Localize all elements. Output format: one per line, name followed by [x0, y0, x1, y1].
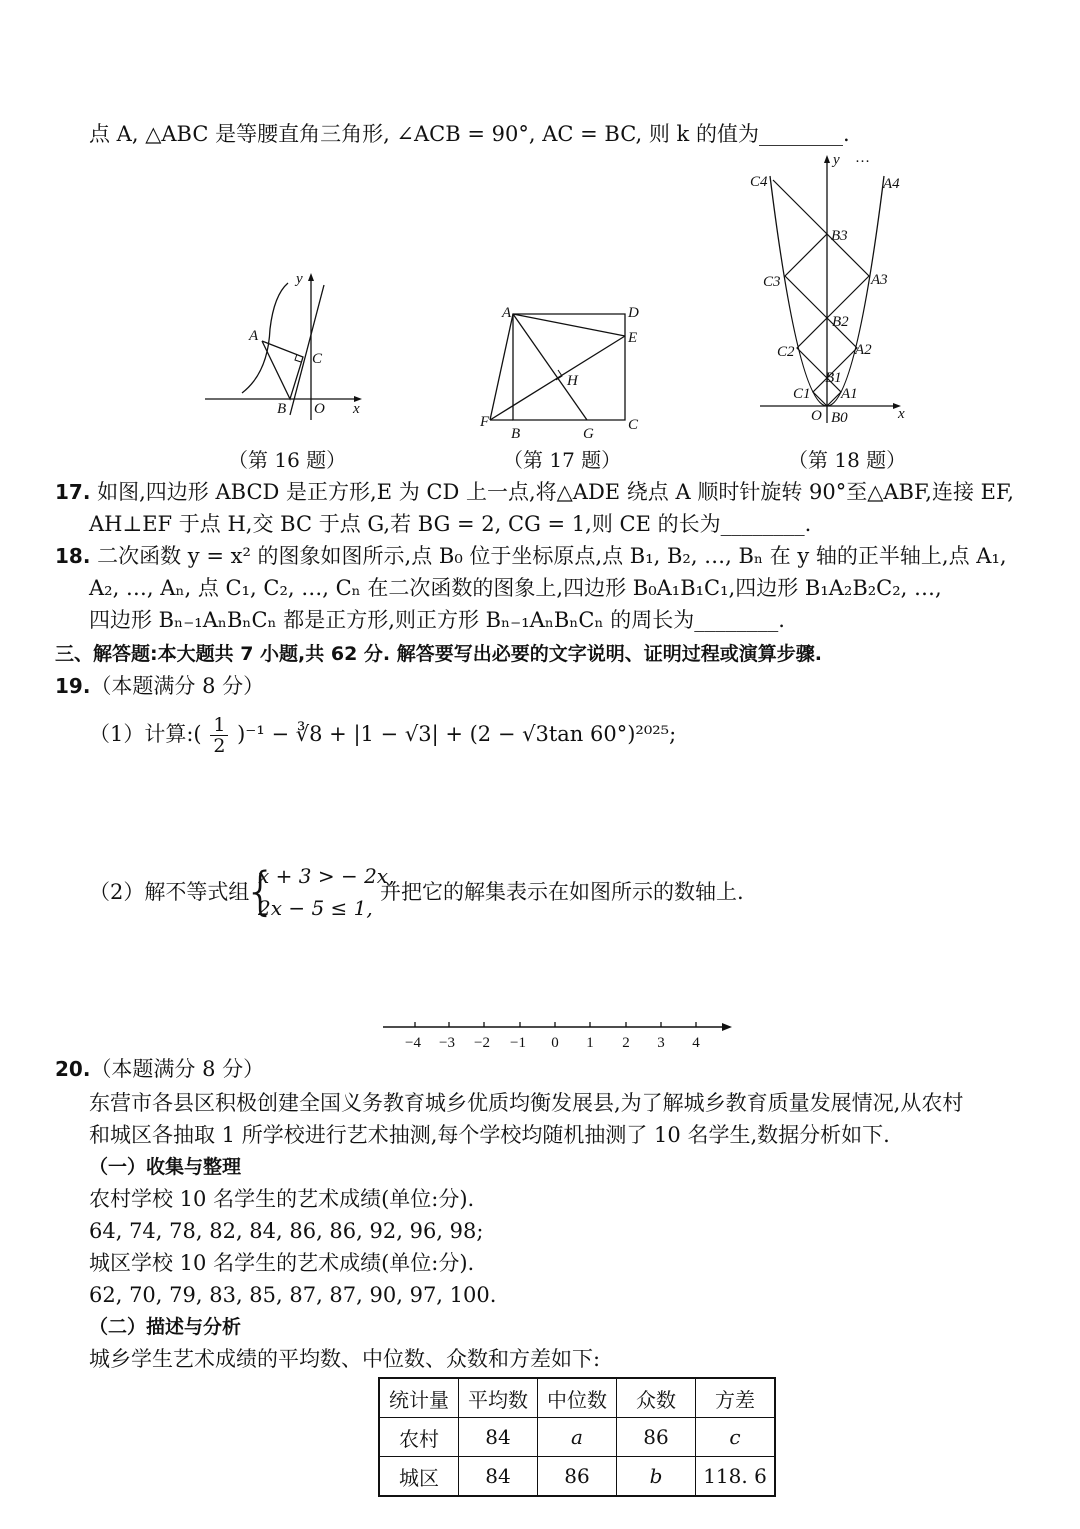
stats-table: [378, 1377, 776, 1497]
table-header: 平均数: [459, 1378, 538, 1418]
figure-17: [475, 300, 645, 442]
q20-rural-label: 农村学校 10 名学生的艺术成绩(单位:分).: [89, 1187, 475, 1211]
fig17-label-B: B: [511, 426, 521, 442]
q19-ineq1: x + 3 > − 2x,: [258, 864, 395, 888]
fig18-label-C3: C3: [763, 274, 781, 290]
table-row: [379, 1457, 775, 1497]
table-cell: 84: [459, 1418, 538, 1457]
fig16-label-B: B: [277, 401, 287, 417]
q19-score: （本题满分 8 分）: [90, 674, 265, 698]
q19-fraction: [210, 715, 228, 756]
fig17-label-H: H: [567, 373, 578, 389]
nl-tick-1: −3: [439, 1035, 455, 1051]
q17-line1: [55, 478, 1014, 506]
q20-header: [55, 1055, 264, 1083]
fig18-label-B0: B0: [831, 410, 848, 426]
fig17-label-C: C: [628, 417, 639, 433]
q19-header: [55, 672, 264, 700]
q20-part1-heading: （一）收集与整理: [89, 1156, 242, 1178]
q17-number: 17.: [55, 480, 91, 504]
fig16-label-O: O: [314, 401, 325, 417]
fig18-label-C1: C1: [793, 386, 811, 402]
fig18-label-B3: B3: [831, 228, 848, 244]
fig18-label-A1: A1: [841, 386, 858, 402]
fig17-label-G: G: [583, 426, 594, 442]
q20-urban-data: 62, 70, 79, 83, 85, 87, 87, 90, 97, 100.: [89, 1283, 497, 1307]
fig18-label-B2: B2: [832, 314, 849, 330]
q16-line-end: 点 A, △ABC 是等腰直角三角形, ∠ACB = 90°, AC = BC, 则 k 的值为________.: [89, 122, 850, 146]
nl-tick-0: −4: [405, 1035, 421, 1051]
number-line: [380, 1015, 740, 1055]
caption-16: （第 16 题）: [228, 448, 347, 472]
q20-rural-data: 64, 74, 78, 82, 84, 86, 86, 92, 96, 98;: [89, 1219, 484, 1243]
q19-brace: {: [244, 862, 278, 922]
fig18-label-A2: A2: [855, 342, 872, 358]
fig17-label-E: E: [628, 330, 638, 346]
nl-tick-3: −1: [510, 1035, 526, 1051]
fig16-label-x: x: [353, 401, 360, 417]
fig17-label-F: F: [480, 414, 490, 430]
q17-text1: 如图,四边形 ABCD 是正方形,E 为 CD 上一点,将△ADE 绕点 A 顺时针旋转 90°至△ABF,连接 EF,: [97, 480, 1014, 504]
fig16-label-y: y: [296, 271, 303, 287]
fig16-label-A: A: [249, 328, 259, 344]
nl-tick-6: 2: [622, 1035, 630, 1051]
q20-intro1: 东营市各县区积极创建全国义务教育城乡优质均衡发展县,为了解城乡教育质量发展情况,从农村: [89, 1091, 964, 1115]
table-header: 众数: [617, 1378, 696, 1418]
fig18-label-C4: C4: [750, 174, 768, 190]
table-cell: a: [538, 1418, 617, 1457]
q19-ineq2: 2x − 5 ≤ 1,: [258, 896, 373, 920]
q20-urban-label: 城区学校 10 名学生的艺术成绩(单位:分).: [89, 1251, 475, 1275]
q19-frac-den: 2: [213, 735, 226, 757]
table-header-row: [379, 1378, 775, 1418]
table-row: [379, 1418, 775, 1457]
q19-part2-suffix: 并把它的解集表示在如图所示的数轴上.: [380, 880, 744, 904]
q18-line2: A₂, …, Aₙ, 点 C₁, C₂, …, Cₙ 在二次函数的图象上,四边形 B₀A₁B₁C₁,四边形 B₁A₂B₂C₂, …,: [89, 576, 942, 600]
fig18-label-O: O: [811, 408, 822, 424]
caption-18: （第 18 题）: [788, 448, 907, 472]
q20-number: 20.: [55, 1057, 91, 1081]
q19-frac-num: 1: [210, 715, 228, 736]
fig18-label-dots: …: [855, 150, 870, 166]
q18-text1: 二次函数 y = x² 的图象如图所示,点 B₀ 位于坐标原点,点 B₁, B₂, …, Bₙ 在 y 轴的正半轴上,点 A₁,: [97, 544, 1007, 568]
table-cell: 84: [459, 1457, 538, 1497]
fig18-label-A3: A3: [871, 272, 888, 288]
q18-line3: 四边形 Bₙ₋₁AₙBₙCₙ 都是正方形,则正方形 Bₙ₋₁AₙBₙCₙ 的周长为________.: [89, 608, 785, 632]
section3-heading: 三、解答题:本大题共 7 小题,共 62 分. 解答要写出必要的文字说明、证明过程或演算步骤.: [55, 643, 822, 665]
nl-tick-5: 1: [586, 1035, 594, 1051]
fig17-label-D: D: [628, 305, 639, 321]
table-header: 中位数: [538, 1378, 617, 1418]
q20-part2-heading: （二）描述与分析: [89, 1316, 242, 1338]
q19-part1: [89, 715, 676, 756]
nl-tick-8: 4: [692, 1035, 700, 1051]
fig18-label-B1: B1: [825, 370, 842, 386]
q19-number: 19.: [55, 674, 91, 698]
table-cell: b: [617, 1457, 696, 1497]
table-cell: c: [696, 1418, 776, 1457]
nl-tick-2: −2: [474, 1035, 490, 1051]
q20-table-intro: 城乡学生艺术成绩的平均数、中位数、众数和方差如下:: [89, 1347, 601, 1371]
table-cell: 86: [617, 1418, 696, 1457]
q18-line1: [55, 542, 1007, 570]
fig18-label-x: x: [898, 406, 905, 422]
table-cell: 118. 6: [696, 1457, 776, 1497]
nl-tick-7: 3: [657, 1035, 665, 1051]
fig18-label-C2: C2: [777, 344, 795, 360]
q20-intro2: 和城区各抽取 1 所学校进行艺术抽测,每个学校均随机抽测了 10 名学生,数据分析如下.: [89, 1123, 890, 1147]
nl-tick-4: 0: [551, 1035, 559, 1051]
table-cell: 农村: [379, 1418, 459, 1457]
figure-18: [745, 148, 915, 430]
q17-line2: AH⊥EF 于点 H,交 BC 于点 G,若 BG = 2, CG = 1,则 CE 的长为________.: [89, 512, 812, 536]
table-cell: 城区: [379, 1457, 459, 1497]
caption-17: （第 17 题）: [503, 448, 622, 472]
q19-p1-rest: )⁻¹ − ∛8 + |1 − √3| + (2 − √3tan 60°)²⁰²⁵;: [237, 722, 677, 746]
fig18-label-y: y: [833, 152, 840, 168]
fig16-label-C: C: [312, 351, 323, 367]
q18-number: 18.: [55, 544, 91, 568]
table-header: 方差: [696, 1378, 776, 1418]
fig18-label-A4: A4: [883, 176, 900, 192]
q19-p1-prefix: （1）计算:(: [89, 722, 202, 746]
q20-score: （本题满分 8 分）: [90, 1057, 265, 1081]
table-cell: 86: [538, 1457, 617, 1497]
q19-part2-prefix: （2）解不等式组: [89, 880, 250, 904]
figure-16: [200, 265, 370, 425]
fig17-label-A: A: [502, 305, 512, 321]
table-header: 统计量: [379, 1378, 459, 1418]
